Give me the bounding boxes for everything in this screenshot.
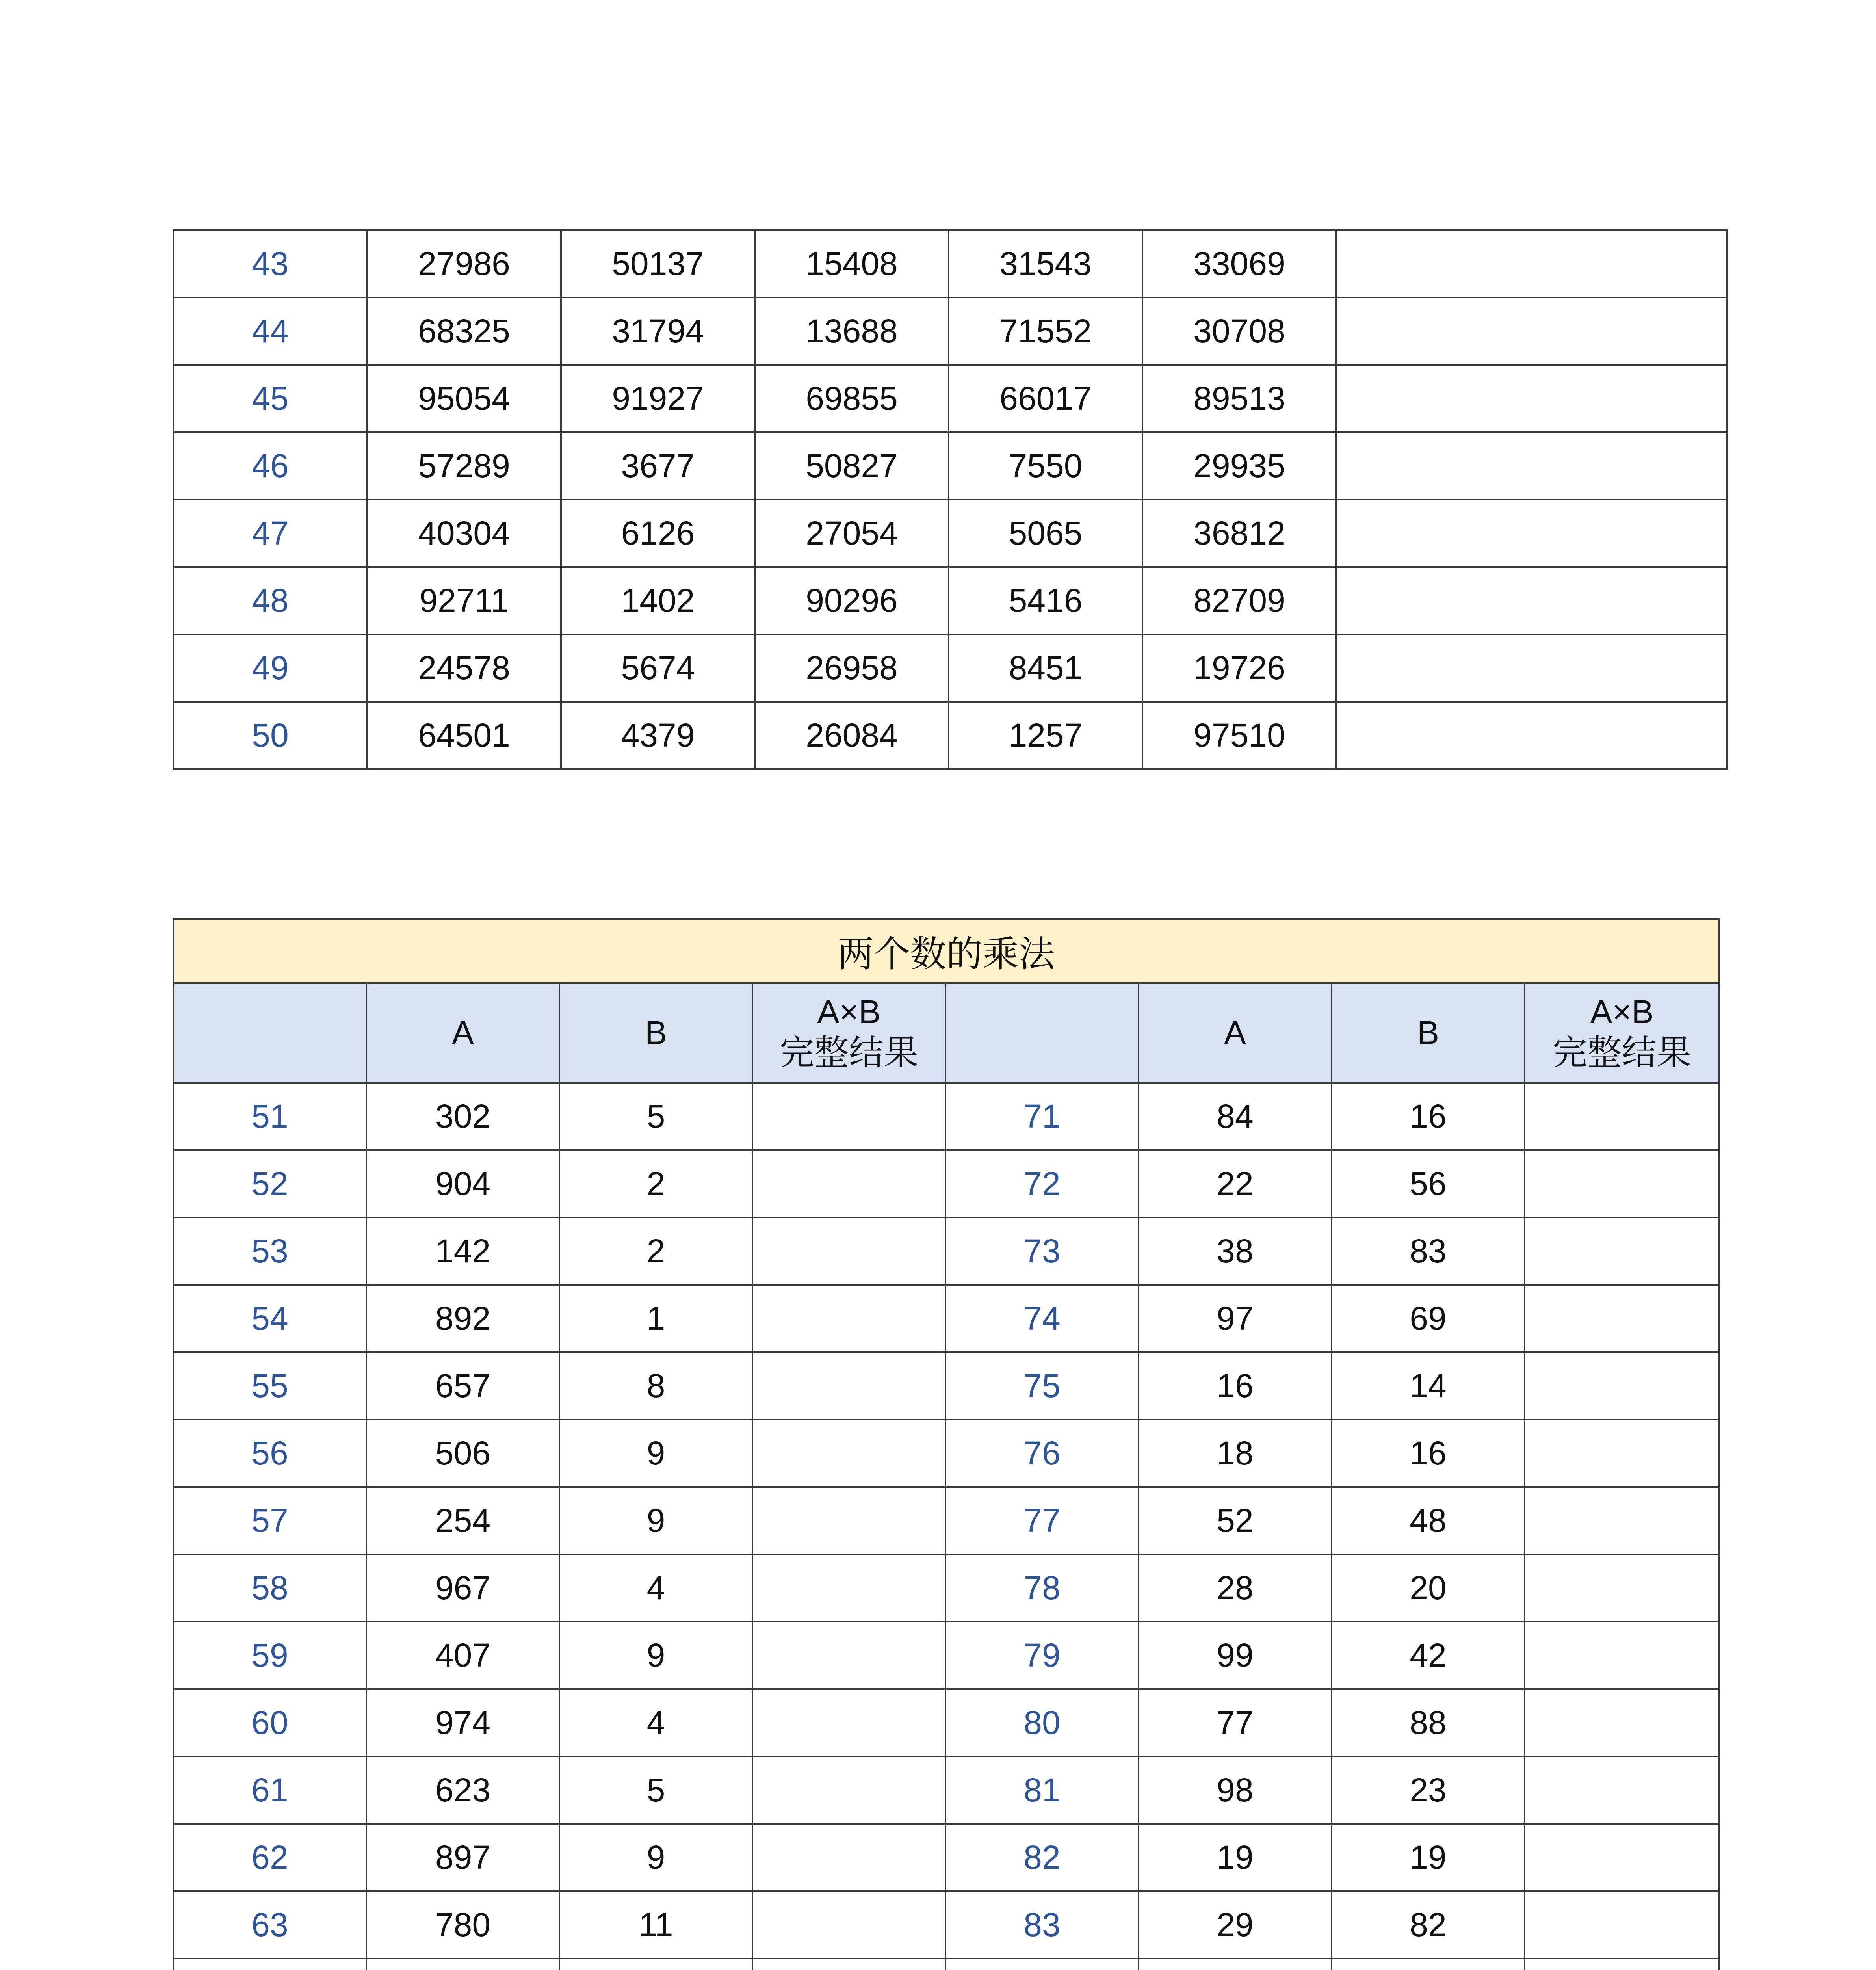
row-index: 51 (173, 1083, 366, 1150)
value-a: 24578 (367, 634, 561, 702)
product-answer-cell[interactable] (752, 1824, 945, 1891)
product-answer-cell[interactable] (1525, 1959, 1719, 1970)
value-a: 64501 (367, 702, 561, 769)
factor-a: 254 (366, 1487, 559, 1554)
product-answer-cell[interactable] (752, 1352, 945, 1420)
factor-b: 16 (1332, 1420, 1525, 1487)
table-row (173, 1420, 1719, 1487)
factor-b: 2 (559, 1217, 752, 1285)
factor-a: 780 (366, 1891, 559, 1959)
factor-b: 23 (1332, 1756, 1525, 1824)
row-index: 59 (173, 1622, 366, 1689)
value-e: 33069 (1142, 230, 1336, 297)
table-row (173, 500, 1727, 567)
product-answer-cell[interactable] (1525, 1285, 1719, 1352)
answer-cell[interactable] (1336, 230, 1727, 297)
factor-a: 974 (366, 1689, 559, 1756)
value-b: 31794 (561, 297, 755, 365)
product-answer-cell[interactable] (752, 1487, 945, 1554)
factor-b: 5 (559, 1756, 752, 1824)
product-answer-cell[interactable] (752, 1217, 945, 1285)
value-c: 27054 (755, 500, 949, 567)
header-a-right: A (1139, 983, 1332, 1083)
header-result-label: 完整结果 (779, 1032, 918, 1073)
factor-b: 4 (559, 1554, 752, 1622)
factor-a: 904 (366, 1150, 559, 1217)
value-d: 31543 (949, 230, 1142, 297)
product-answer-cell[interactable] (752, 1420, 945, 1487)
factor-a: 623 (366, 1756, 559, 1824)
multiplication-table (173, 918, 1720, 1970)
factor-b: 20 (1332, 1554, 1525, 1622)
row-index: 63 (173, 1891, 366, 1959)
value-c: 69855 (755, 365, 949, 432)
table-row (173, 567, 1727, 634)
header-result-formula: A×B (817, 993, 881, 1031)
header-result-right (1525, 983, 1719, 1083)
table-row (173, 365, 1727, 432)
factor-a: 28 (1139, 1554, 1332, 1622)
row-index: 77 (945, 1487, 1139, 1554)
product-answer-cell[interactable] (752, 1959, 945, 1970)
answer-cell[interactable] (1336, 702, 1727, 769)
value-b: 3677 (561, 432, 755, 500)
table-row (173, 1756, 1719, 1824)
row-index: 79 (945, 1622, 1139, 1689)
value-a: 68325 (367, 297, 561, 365)
value-e: 82709 (1142, 567, 1336, 634)
value-b: 6126 (561, 500, 755, 567)
product-answer-cell[interactable] (1525, 1150, 1719, 1217)
row-index: 60 (173, 1689, 366, 1756)
row-index: 48 (173, 567, 367, 634)
value-b: 4379 (561, 702, 755, 769)
row-index: 53 (173, 1217, 366, 1285)
row-index: 81 (945, 1756, 1139, 1824)
row-index: 72 (945, 1150, 1139, 1217)
value-d: 5416 (949, 567, 1142, 634)
row-index (945, 1959, 1139, 1970)
factor-b: 16 (1332, 1083, 1525, 1150)
product-answer-cell[interactable] (1525, 1420, 1719, 1487)
row-index: 47 (173, 500, 367, 567)
table-row (173, 1083, 1719, 1150)
factor-b (559, 1959, 752, 1970)
value-d: 1257 (949, 702, 1142, 769)
factor-a: 892 (366, 1285, 559, 1352)
row-index: 56 (173, 1420, 366, 1487)
factor-b: 9 (559, 1824, 752, 1891)
value-d: 5065 (949, 500, 1142, 567)
product-answer-cell[interactable] (752, 1285, 945, 1352)
table-row (173, 1352, 1719, 1420)
factor-a: 97 (1139, 1285, 1332, 1352)
factor-b: 8 (559, 1352, 752, 1420)
value-a: 40304 (367, 500, 561, 567)
row-index: 71 (945, 1083, 1139, 1150)
value-c: 26958 (755, 634, 949, 702)
answer-cell[interactable] (1336, 634, 1727, 702)
header-index-right (945, 983, 1139, 1083)
factor-a: 38 (1139, 1217, 1332, 1285)
header-result-label: 完整结果 (1553, 1032, 1692, 1073)
row-index: 62 (173, 1824, 366, 1891)
row-index: 80 (945, 1689, 1139, 1756)
header-b-left: B (559, 983, 752, 1083)
factor-b: 9 (559, 1487, 752, 1554)
row-index: 58 (173, 1554, 366, 1622)
product-answer-cell[interactable] (1525, 1217, 1719, 1285)
product-answer-cell[interactable] (1525, 1891, 1719, 1959)
factor-a: 77 (1139, 1689, 1332, 1756)
table-row (173, 702, 1727, 769)
table-row (173, 1959, 1719, 1970)
product-answer-cell[interactable] (1525, 1756, 1719, 1824)
header-index-left (173, 983, 366, 1083)
factor-a (1139, 1959, 1332, 1970)
row-index: 76 (945, 1420, 1139, 1487)
factor-a: 22 (1139, 1150, 1332, 1217)
table-row (173, 230, 1727, 297)
factor-a: 302 (366, 1083, 559, 1150)
factor-b: 9 (559, 1420, 752, 1487)
table-row (173, 1150, 1719, 1217)
value-a: 92711 (367, 567, 561, 634)
value-a: 27986 (367, 230, 561, 297)
factor-a: 967 (366, 1554, 559, 1622)
table-row (173, 1689, 1719, 1756)
factor-b: 88 (1332, 1689, 1525, 1756)
product-answer-cell[interactable] (1525, 1824, 1719, 1891)
factor-b: 4 (559, 1689, 752, 1756)
multiplication-table-body (173, 919, 1719, 1970)
table-title-row (173, 919, 1719, 983)
factor-a: 52 (1139, 1487, 1332, 1554)
row-index: 49 (173, 634, 367, 702)
value-c: 15408 (755, 230, 949, 297)
factor-b: 9 (559, 1622, 752, 1689)
value-b: 5674 (561, 634, 755, 702)
factor-a: 657 (366, 1352, 559, 1420)
factor-b: 82 (1332, 1891, 1525, 1959)
factor-a: 407 (366, 1622, 559, 1689)
value-e: 97510 (1142, 702, 1336, 769)
row-index (173, 1959, 366, 1970)
value-b: 1402 (561, 567, 755, 634)
row-index: 83 (945, 1891, 1139, 1959)
value-c: 90296 (755, 567, 949, 634)
answer-cell[interactable] (1336, 297, 1727, 365)
table-row (173, 1285, 1719, 1352)
value-b: 91927 (561, 365, 755, 432)
row-index: 50 (173, 702, 367, 769)
product-answer-cell[interactable] (752, 1150, 945, 1217)
row-index: 57 (173, 1487, 366, 1554)
value-a: 57289 (367, 432, 561, 500)
factor-b: 1 (559, 1285, 752, 1352)
factor-a: 16 (1139, 1352, 1332, 1420)
row-index: 55 (173, 1352, 366, 1420)
product-answer-cell[interactable] (752, 1756, 945, 1824)
row-index: 45 (173, 365, 367, 432)
product-answer-cell[interactable] (1525, 1083, 1719, 1150)
row-index: 82 (945, 1824, 1139, 1891)
factor-b: 48 (1332, 1487, 1525, 1554)
table-row (173, 1487, 1719, 1554)
factor-a: 142 (366, 1217, 559, 1285)
row-index: 74 (945, 1285, 1139, 1352)
value-e: 30708 (1142, 297, 1336, 365)
header-result-left (752, 983, 945, 1083)
factor-a (366, 1959, 559, 1970)
table-row (173, 634, 1727, 702)
factor-b (1332, 1959, 1525, 1970)
product-answer-cell[interactable] (1525, 1352, 1719, 1420)
top-data-table (173, 229, 1728, 770)
table-row (173, 1217, 1719, 1285)
row-index: 46 (173, 432, 367, 500)
table-row (173, 1622, 1719, 1689)
value-a: 95054 (367, 365, 561, 432)
row-index: 78 (945, 1554, 1139, 1622)
product-answer-cell[interactable] (1525, 1622, 1719, 1689)
header-result-formula: A×B (1590, 993, 1654, 1031)
product-answer-cell[interactable] (1525, 1554, 1719, 1622)
factor-b: 42 (1332, 1622, 1525, 1689)
value-e: 29935 (1142, 432, 1336, 500)
answer-cell[interactable] (1336, 500, 1727, 567)
row-index: 43 (173, 230, 367, 297)
factor-a: 29 (1139, 1891, 1332, 1959)
value-d: 71552 (949, 297, 1142, 365)
factor-b: 11 (559, 1891, 752, 1959)
factor-b: 56 (1332, 1150, 1525, 1217)
value-d: 8451 (949, 634, 1142, 702)
value-e: 36812 (1142, 500, 1336, 567)
table-row (173, 1891, 1719, 1959)
factor-a: 506 (366, 1420, 559, 1487)
value-d: 66017 (949, 365, 1142, 432)
table-row (173, 432, 1727, 500)
row-index: 61 (173, 1756, 366, 1824)
value-e: 89513 (1142, 365, 1336, 432)
row-index: 73 (945, 1217, 1139, 1285)
product-answer-cell[interactable] (752, 1689, 945, 1756)
factor-a: 18 (1139, 1420, 1332, 1487)
factor-a: 99 (1139, 1622, 1332, 1689)
product-answer-cell[interactable] (752, 1891, 945, 1959)
product-answer-cell[interactable] (752, 1622, 945, 1689)
answer-cell[interactable] (1336, 567, 1727, 634)
factor-a: 897 (366, 1824, 559, 1891)
header-b-right: B (1332, 983, 1525, 1083)
product-answer-cell[interactable] (752, 1554, 945, 1622)
factor-b: 14 (1332, 1352, 1525, 1420)
table-header-row (173, 983, 1719, 1083)
product-answer-cell[interactable] (1525, 1689, 1719, 1756)
factor-a: 19 (1139, 1824, 1332, 1891)
value-c: 26084 (755, 702, 949, 769)
factor-b: 69 (1332, 1285, 1525, 1352)
factor-a: 84 (1139, 1083, 1332, 1150)
top-table-body (173, 230, 1727, 769)
table-row (173, 297, 1727, 365)
factor-b: 5 (559, 1083, 752, 1150)
header-a-left: A (366, 983, 559, 1083)
table-row (173, 1554, 1719, 1622)
value-d: 7550 (949, 432, 1142, 500)
product-answer-cell[interactable] (1525, 1487, 1719, 1554)
table-title: 两个数的乘法 (173, 919, 1719, 983)
row-index: 75 (945, 1352, 1139, 1420)
answer-cell[interactable] (1336, 365, 1727, 432)
row-index: 44 (173, 297, 367, 365)
table-row (173, 1824, 1719, 1891)
row-index: 54 (173, 1285, 366, 1352)
answer-cell[interactable] (1336, 432, 1727, 500)
factor-b: 19 (1332, 1824, 1525, 1891)
factor-b: 2 (559, 1150, 752, 1217)
value-c: 13688 (755, 297, 949, 365)
value-c: 50827 (755, 432, 949, 500)
value-e: 19726 (1142, 634, 1336, 702)
factor-a: 98 (1139, 1756, 1332, 1824)
value-b: 50137 (561, 230, 755, 297)
product-answer-cell[interactable] (752, 1083, 945, 1150)
row-index: 52 (173, 1150, 366, 1217)
factor-b: 83 (1332, 1217, 1525, 1285)
